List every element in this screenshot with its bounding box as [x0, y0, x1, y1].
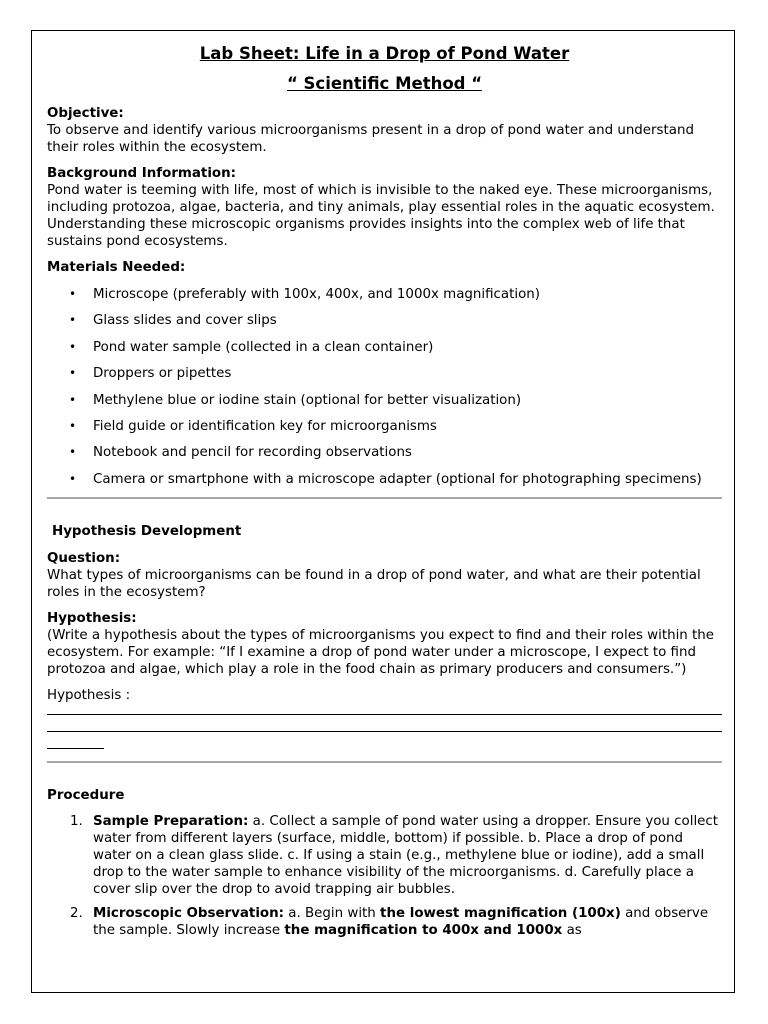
answer-line[interactable] [47, 704, 722, 715]
section-divider [47, 761, 722, 763]
answer-line[interactable] [47, 715, 722, 732]
list-item: • Microscope (preferably with 100x, 400x, and 1000x magnification) [93, 286, 722, 303]
lab-sheet-content [47, 43, 722, 946]
page-subtitle: “ Scientific Method “ [286, 74, 483, 93]
hypothesis-label: Hypothesis: [47, 611, 137, 627]
hypothesis-prompt: Hypothesis : [47, 688, 131, 704]
page-title: Lab Sheet: Life in a Drop of Pond Water [199, 44, 570, 63]
objective-section [47, 105, 722, 156]
step-emphasis: the magnification to 400x and 1000x [284, 923, 563, 939]
hypothesis-answer [47, 687, 722, 749]
lab-sheet-page [31, 30, 735, 993]
background-label: Background Information: [47, 166, 236, 181]
materials-list [47, 286, 722, 488]
list-item: • Camera or smartphone with a microscope adapter (optional for photographing specimens) [93, 471, 722, 488]
procedure-heading: Procedure [47, 788, 125, 804]
list-item: • Droppers or pipettes [93, 365, 722, 382]
list-item: • Field guide or identification key for microorganisms [93, 418, 722, 435]
procedure-step [70, 905, 722, 939]
step-number: 1. [70, 814, 83, 830]
step-title: Microscopic Observation: [93, 906, 285, 922]
step-emphasis: the lowest magnification (100x) [380, 906, 621, 922]
hypothesis-section [47, 610, 722, 678]
question-section [47, 550, 722, 601]
objective-text: To observe and identify various microorganisms present in a drop of pond water and understand their roles within the ecosystem. [47, 123, 694, 155]
step-number: 2. [70, 906, 83, 922]
materials-label: Materials Needed: [47, 260, 186, 275]
step-title: Sample Preparation: [93, 814, 249, 830]
question-label: Question: [47, 551, 121, 567]
materials-section [47, 259, 722, 488]
step-text: a. Begin with [284, 906, 381, 922]
background-section [47, 165, 722, 250]
procedure-list [47, 813, 722, 939]
hypothesis-instructions: (Write a hypothesis about the types of microorganisms you expect to find and their roles within the ecosystem. For example: “If I examine a drop of pond water under a microscope, I expect to find protozoa and algae, which play a role in the food chain as primary producers and consumers.”) [47, 628, 715, 678]
step-text: as [562, 923, 582, 939]
answer-line[interactable] [47, 732, 104, 749]
list-item: • Glass slides and cover slips [93, 312, 722, 329]
section-divider [47, 497, 722, 499]
procedure-step [70, 813, 722, 898]
background-text: Pond water is teeming with life, most of which is invisible to the naked eye. These microorganisms, including protozoa, algae, bacteria, and tiny animals, play essential roles in the aquatic ecosystem. Understanding these microscopic organisms provides insights into the complex web of life that sustains pond ecosystems. [47, 183, 715, 249]
list-item: • Methylene blue or iodine stain (optional for better visualization) [93, 392, 722, 409]
list-item: • Pond water sample (collected in a clean container) [93, 339, 722, 356]
step-text: a. Collect a sample of pond water using a dropper. Ensure you collect water from different layers (surface, middle, bottom) if possible. b. Place a drop of pond water on a clean glass slide. c. If using a stain (e.g., methylene blue or iodine), add a small drop to the water sample to enhance visibility of the microorganisms. d. Carefully place a cover slip over the drop to avoid trapping air bubbles. [93, 814, 719, 898]
list-item: • Notebook and pencil for recording observations [93, 444, 722, 461]
hypothesis-heading: Hypothesis Development [52, 524, 242, 540]
step-text: and observe the sample. Slowly increase [93, 906, 709, 939]
objective-label: Objective: [47, 106, 124, 121]
question-text: What types of microorganisms can be found in a drop of pond water, and what are their potential roles in the ecosystem? [47, 568, 701, 601]
